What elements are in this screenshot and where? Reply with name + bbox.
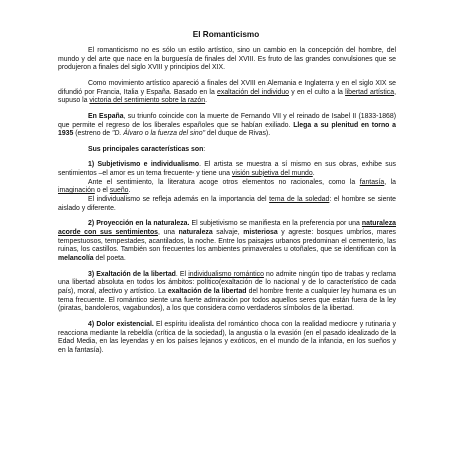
bold-phrase: melancolía	[58, 255, 94, 263]
text-run: .	[128, 187, 131, 195]
text-run: El individualismo se refleja además en la importancia del	[88, 196, 270, 204]
bold-phrase: exaltación de la libertad	[167, 287, 247, 295]
bold-phrase: misteriosa	[243, 228, 278, 236]
underlined-phrase: sueño	[109, 187, 129, 195]
underlined-phrase: libertad artística	[345, 88, 395, 96]
paragraph-sentimiento	[58, 179, 396, 196]
underlined-phrase: victoria del sentimiento sobre la razón	[89, 97, 206, 105]
paragraph-naturaleza	[58, 220, 396, 264]
underlined-phrase: exaltación del individuo	[217, 88, 289, 96]
text-run: , la	[384, 178, 396, 186]
bold-phrase: 4) Dolor existencial.	[88, 320, 154, 328]
text-run: y agreste: bosques umbríos, mares tempestuosos, tempestades, acantilados, la noche. Entre los paisajes urbanos predominan el cementerio, las ruinas, los castillos. También son frecuentes los ambientes primaverales u otoñales, que se identifican con la	[58, 228, 397, 254]
underlined-phrase: imaginación	[58, 187, 95, 195]
text-run: o el	[94, 187, 110, 195]
bold-phrase: 2) Proyección en la naturaleza.	[88, 220, 190, 228]
bold-phrase: En España	[88, 112, 124, 120]
text-run: salvaje,	[212, 228, 244, 236]
paragraph-characteristics-heading	[58, 146, 396, 155]
underlined-phrase: individualismo romántico	[188, 270, 264, 278]
bold-phrase: 1) Subjetivismo e individualismo	[88, 161, 200, 169]
bold-underlined-phrase: naturaleza acorde con sus sentimientos	[58, 220, 397, 236]
text-run: :	[203, 145, 206, 153]
bold-phrase: Sus principales características son	[88, 145, 204, 153]
text-run: del duque de Rivas).	[205, 130, 271, 138]
text-run: . El artista se muestra a sí mismo en sus obras, exhibe sus sentimientos –el amor es un tema frecuente- y tiene una	[58, 161, 396, 177]
text-run: El subjetivismo se manifiesta en la preferencia por una	[189, 220, 362, 228]
text-run: del poeta.	[93, 255, 126, 263]
text-run: , su triunfo coincide con la muerte de Fernando VII y el reinado de Isabel II (1833-1868) que permite el regreso de los liberales españoles que se habían exiliado.	[58, 112, 396, 129]
underlined-phrase: fantasía	[359, 178, 385, 186]
paragraph-libertad	[58, 271, 396, 315]
underlined-phrase: visión subjetiva del mundo	[231, 169, 313, 177]
paragraph-subjetivismo	[58, 161, 396, 178]
bold-phrase: Llega a su plenitud en torno a 1935	[58, 121, 396, 138]
paragraph-soledad	[58, 196, 396, 213]
text-run: y en el culto a la	[289, 88, 346, 96]
document-body	[58, 47, 396, 362]
paragraph-spain	[58, 113, 396, 139]
text-run: .	[312, 169, 315, 177]
paragraph-origin	[58, 80, 396, 106]
text-run: Ante el sentimiento, la literatura acoge otros elementos no racionales, como la	[88, 178, 360, 186]
italic-phrase: "D. Álvaro o la fuerza del sino"	[112, 130, 206, 138]
paragraph-intro: El romanticismo no es sólo un estilo artístico, sino un cambio en la concepción del hombre, del mundo y del arte que nace en la burguesía de finales del XVIII. Es fruto de las grandes convulsiones que se produjeron a finales del siglo XVIII y principios del XIX.	[58, 47, 396, 72]
bold-phrase: 3) Exaltación de la libertad	[88, 270, 176, 278]
text-run: El espíritu idealista del romántico choca con la realidad mediocre y rutinaria y reacciona mediante la rebeldía (crítica de la sociedad), la angustia o la evasión (en el pasado idealizado de la Edad Media, en las leyendas y en los países lejanos y exóticos, en el mundo de la infancia, en los sueños y en la fantasía).	[58, 320, 396, 354]
paragraph-dolor	[58, 321, 396, 356]
text-run: . El	[175, 270, 189, 278]
document-title: El Romanticismo	[192, 30, 260, 39]
text-run: , supuso la	[58, 88, 396, 105]
text-run: (estreno de	[73, 130, 113, 138]
text-run: : el hombre se siente aislado y diferente.	[58, 196, 396, 212]
text-run: , una	[158, 228, 179, 236]
text-run: del hombre frente a cualquier ley humana es un tema frecuente. El romántico siente una fuerte admiración por todos aquellos seres que están fuera de la ley (piratas, bandoleros, vagabundos), a los que considera como verdaderos símbolos de la libertad.	[58, 287, 396, 313]
bold-phrase: naturaleza	[178, 228, 213, 236]
text-run: .	[205, 97, 208, 105]
text-run: no admite ningún tipo de trabas y reclama una libertad absoluta en todos los ámbitos: político(exaltación de lo nacional y de lo característico de cada país), moral, afectivo y artístico. La	[58, 270, 397, 295]
text-run: Como movimiento artístico apareció a finales del XVIII en Alemania e Inglaterra y en el siglo XIX se difundió por Francia, Italia y España. Basado en la	[58, 79, 396, 96]
underlined-phrase: tema de la soledad	[269, 196, 330, 204]
